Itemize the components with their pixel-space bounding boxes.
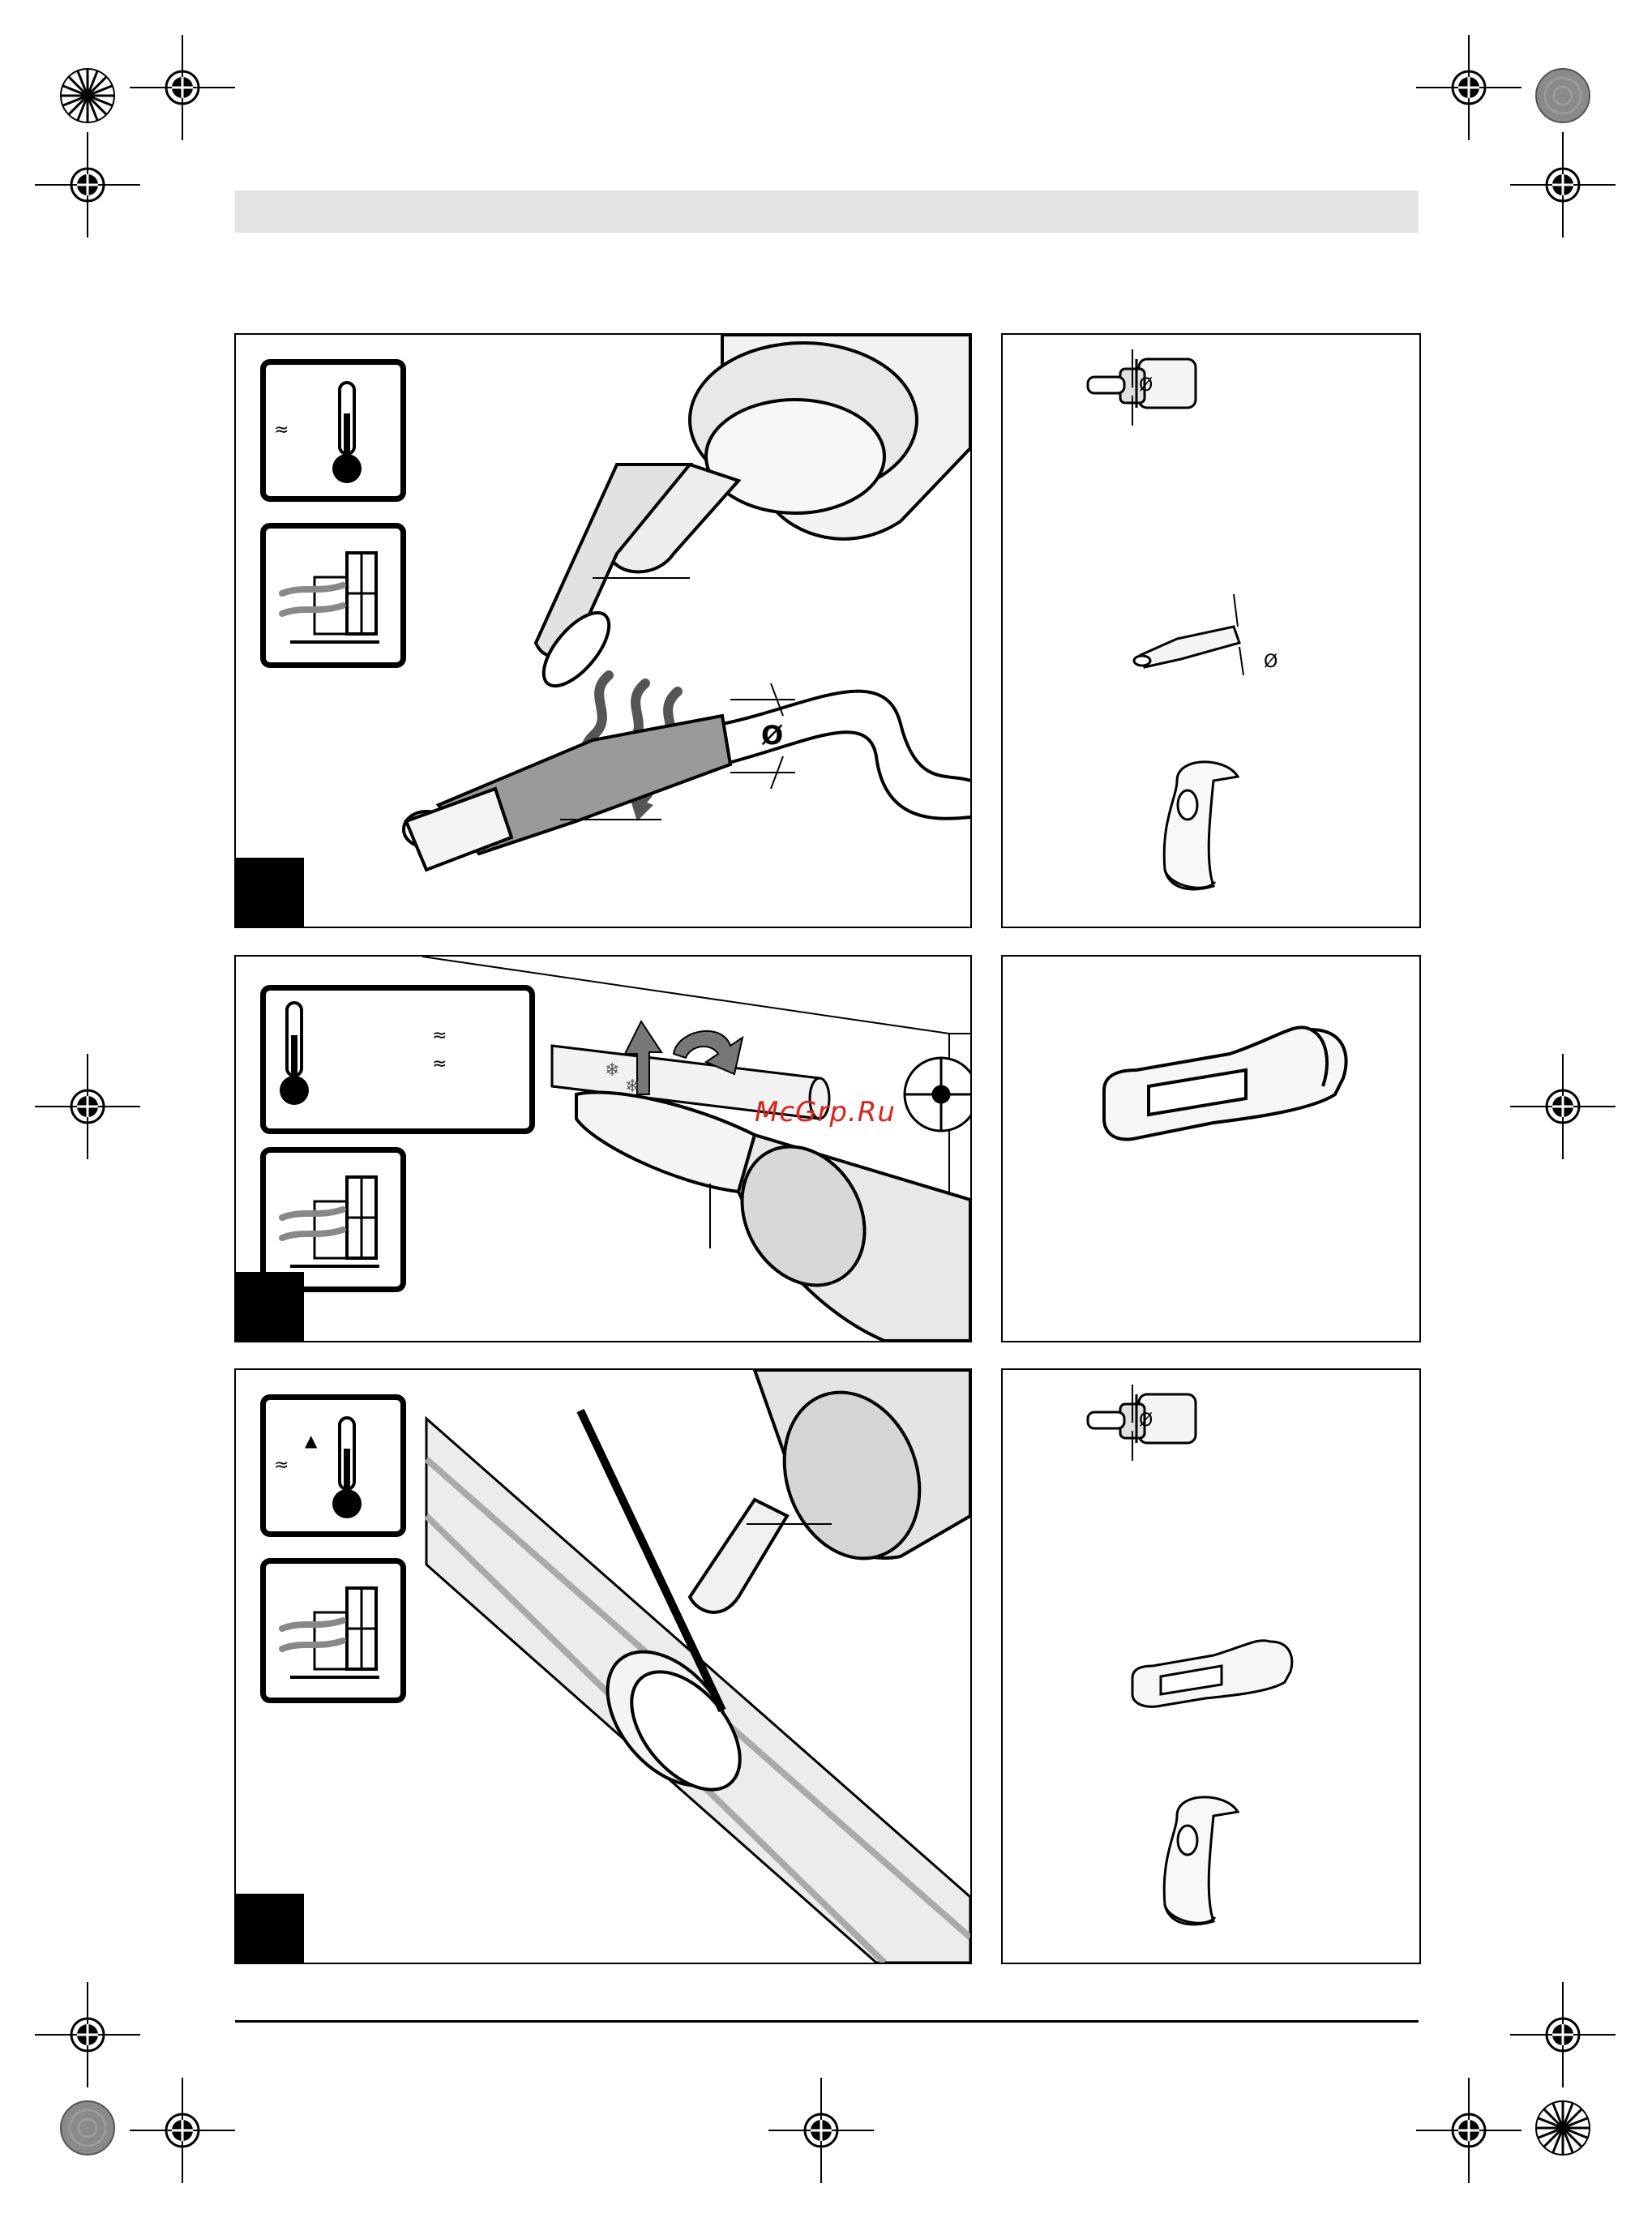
snowflake-icon: ❄ <box>625 1077 640 1097</box>
watermark: McGrp.Ru <box>755 1096 896 1128</box>
surface-nozzle <box>1132 1641 1292 1707</box>
figure-1-corner-marker <box>236 858 304 927</box>
reflector-nozzle <box>1164 762 1238 889</box>
thermometer-icon <box>266 1400 400 1531</box>
diameter-symbol: Ø <box>1139 375 1153 396</box>
temperature-icon-box <box>260 359 406 502</box>
ventilation-icon-box <box>260 1147 406 1292</box>
figure-1-illustration <box>234 333 972 928</box>
thermometer-icon <box>266 991 347 1128</box>
approx-symbol: ≈ <box>274 420 289 440</box>
ventilation-icon-box <box>260 1558 406 1703</box>
temperature-icon-box <box>260 1394 406 1537</box>
snowflake-icon: ❄ <box>605 1060 620 1081</box>
temperature-icon-box <box>260 985 535 1134</box>
ventilation-icon-box <box>260 523 406 668</box>
approx-symbol: ≈ <box>274 1455 289 1475</box>
figure-2-illustration <box>234 955 972 1342</box>
surface-nozzle <box>1104 1027 1346 1139</box>
figure-2-corner-marker <box>236 1272 304 1341</box>
figure-2-nozzles <box>1001 955 1421 1342</box>
ventilation-window-icon <box>266 529 400 662</box>
footer-rule <box>235 2020 1419 2023</box>
flat-nozzle <box>1134 627 1239 667</box>
diameter-symbol: Ø <box>761 720 784 751</box>
diameter-symbol: Ø <box>1264 652 1278 672</box>
figure-1-nozzles <box>1001 333 1421 928</box>
diameter-symbol: Ø <box>1139 1411 1153 1431</box>
approx-symbol: ≈ <box>432 1025 447 1046</box>
ventilation-window-icon <box>266 1153 400 1287</box>
ventilation-window-icon <box>266 1564 400 1698</box>
figure-3-illustration <box>234 1368 972 1964</box>
figure-3-corner-marker <box>236 1894 304 1963</box>
thermometer-icon <box>266 365 400 496</box>
figure-3-nozzles <box>1001 1368 1421 1964</box>
header-bar <box>235 191 1419 233</box>
triangle-symbol: ▲ <box>305 1431 318 1450</box>
reflector-nozzle <box>1164 1797 1238 1924</box>
approx-symbol: ≈ <box>432 1054 447 1074</box>
